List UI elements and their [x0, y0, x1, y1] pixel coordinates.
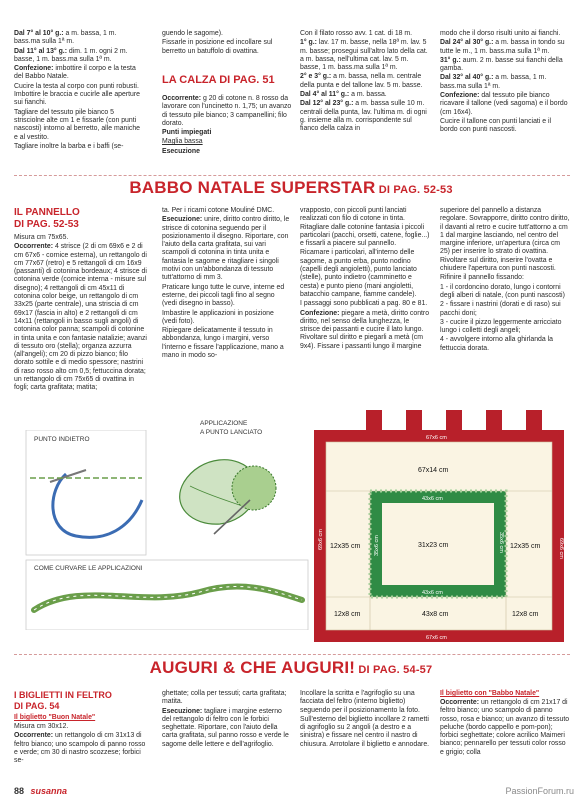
paragraph-text: Cucire la testa al corpo con punti robusti. Imbottire le braccia e cucirle alle aperture sui fianchi. [14, 82, 141, 107]
paragraph-text: Sull'esterno del biglietto incollare 2 rametti di agrifoglio su 2 angoli (a destro e a sinistra) e fissare nel centro il nastro di chiusura. Arrotolare il biglietto e annodare. [300, 715, 430, 748]
page-footer [14, 786, 67, 796]
dim-bottom: 67x6 cm [426, 635, 447, 641]
paragraph [162, 708, 290, 749]
paragraph [440, 207, 570, 273]
paragraph-lead: Dal 4° al 11° g.: [300, 91, 350, 99]
auguri-title-main: AUGURI & CHE AUGURI! [149, 658, 356, 677]
top-col-1 [14, 30, 144, 152]
paragraph [440, 92, 570, 117]
label-applicazione: APPLICAZIONE [200, 420, 248, 427]
leaf-applique-icon [180, 460, 276, 534]
paragraph [162, 327, 290, 360]
paragraph [14, 48, 144, 65]
paragraph [300, 716, 430, 749]
paragraph-text: Ripiegare delicatamente il tessuto in abbondanza, lungo i margini, verso l'interno e fissare l'applicazione, mano a mano in modo so- [162, 327, 284, 360]
divider-babbo [14, 175, 570, 176]
paragraph-text: Tagliare del tessuto pile bianco 5 strisciolne alte cm 1 e fissarle (con punti nascosti) intorno al berretto, alle maniche e al vestito. [14, 108, 141, 141]
paragraph [440, 301, 570, 318]
paragraph-text: a m. bassa in tondo su tutte le m., 1 m. bass.ma sulla 1ª m. [440, 39, 565, 55]
paragraph-lead: Punti impiegati [162, 129, 212, 137]
paragraph [300, 91, 430, 99]
paragraph [14, 65, 144, 82]
auguri-col-4 [440, 699, 570, 758]
top-col-3 [300, 30, 430, 135]
stitch-illustrations [10, 430, 310, 630]
babbo-title-ref: DI PAG. 52-53 [375, 184, 453, 196]
paragraph-text: tagliare i margine esterno del rettangolo di feltro con le forbici seghettate. Riportare, con l'aiuto della carta grafitata, sul panno rosso e verde le sagome delle lettere e dell'agrifoglio. [162, 707, 289, 748]
paragraph [300, 310, 430, 351]
top-col-2a [162, 30, 294, 57]
paragraph-text: Imbastire le applicazioni in posizione (vedi foto). [162, 309, 274, 325]
hanging-tabs [366, 410, 542, 430]
dim-left-inner: 35x6 cm [374, 535, 380, 556]
paragraph-lead: Occorrente: [14, 732, 54, 740]
paragraph-text: piegare a metà, diritto contro diritto, nel senso della lunghezza, le strisce dei passanti e cucire il lato lungo. Rivoltare sul diritto e piegarli a metà (cm 9x4). Fissare i passanti lungo il margine [300, 309, 430, 350]
paragraph-text: superiore del pannello a distanza regolare. Sovrapporre, diritto contro diritto, il davanti al retro e cucire tutt'attorno a cm 1 dal margine lasciando, nel centro del margine inferiore, un'apertura (circa cm 25) per inserire lo strato di ovattina. Rivoltare sul diritto, inserire l'ovatta e chiudere l'apertura con punti nascosti. [440, 207, 570, 273]
babbo-title-main: BABBO NATALE SUPERSTAR [129, 178, 376, 197]
paragraph-lead: 1° g.: [300, 39, 317, 47]
paragraph-text: un rettangolo di cm 21x17 di feltro bianco; uno scampolo di panno rosso, rosa e bianco; un avanzo di tessuto peluche (bordo cappello e pom-pon); forbici seghettate; colore acrilico Maimeri bianco; pennarello per tessuti color rosso e grigio; colla [440, 699, 570, 756]
page-number: 88 [14, 786, 25, 796]
biglietto-2-title: Il biglietto con "Babbo Natale" [440, 690, 540, 697]
top-col-2a-text: guendo le sagome). [162, 30, 223, 37]
biglietto-1-title: Il biglietto "Buon Natale" [14, 714, 96, 721]
paragraph [440, 699, 570, 757]
auguri-col-3 [300, 690, 430, 750]
paragraph [300, 249, 430, 299]
paragraph-lead: Confezione: [440, 92, 480, 100]
paragraph-text: dal tessuto pile bianco ricavare il tallone (vedi sagoma) e il bordo (cm 16x4). [440, 92, 568, 116]
paragraph [440, 39, 570, 56]
paragraph [14, 109, 144, 142]
auguri-col-2 [162, 690, 290, 750]
paragraph-lead: Occorrente: [14, 243, 54, 251]
paragraph-text: a m. bassa, 1 m. bass.ma sulla 1ª m. [440, 74, 547, 90]
dim-left-panel: 12x35 cm [330, 543, 361, 550]
dim-left-outer: 69x6 cm [318, 529, 324, 550]
babbo-col-1 [14, 234, 148, 394]
paragraph-text: Ricamare i particolari, all'interno delle sagome, a punto erba, punto nodino (capelli degli angioletti), punto lanciato (stelle), punto indietro (camminetto e cesta) e punto pieno (mani angioletti, batacchio campane, fiamme candele). [300, 249, 417, 298]
paragraph [440, 30, 570, 38]
top-col-4 [440, 30, 570, 136]
babbo-col-4 [440, 207, 570, 354]
paragraph [14, 234, 148, 242]
paragraph-text: Maglia bassa [162, 138, 203, 146]
paragraph-text: ta. Per i ricami cotone Mouliné DMC. [162, 207, 275, 214]
biglietti-title-main: I BIGLIETTI IN FELTRO [14, 690, 112, 700]
dim-right-outer: 69x6 cm [558, 538, 564, 559]
paragraph-lead: Esecuzione: [162, 707, 203, 715]
paragraph-text: Con il filato rosso avv. 1 cat. di 18 m. [300, 30, 413, 37]
paragraph-text: 4 strisce (2 di cm 69x6 e 2 di cm 67x6 - cornice esterna), un rettangolo di cm 77x67 (retro) e 5 rettangoli di cm 16x9 (passanti) di cotonina bordeaux; 4 strisce di cotonina verde (cornice interna - misure sul disegno); 4 rettangoli di cm 45x11 di cotonina color beige, un rettangolo di cm 33x25 (parte centrale), una striscia di cm 69x17 (fascia in alto) e 2 rettangoli di cm 14x11 (rettangoli in basso sugli angoli) di cotonina color panna; scampoli di cotonine in tinta unita e con fantasie natalizie; avanzi di tessuto oro (stella); organza azzurra (all'angeli); cm 20 di pizzo bianco; filo dorato sottile e di medio spessore; nastrini di raso rosso alto cm 0,5; fettuccina dorata; un rettangolo di cm 75x65 di ovattina in fogli; carta grafitata; matita; [14, 243, 147, 392]
pannello-title-main: IL PANNELLO [14, 207, 80, 218]
paragraph-text: a m. bassa sulle 10 m. centrali della punta, lav. l'ultima m. di ogni g. insieme alla m. corrispondente sul fianco della calza in [300, 100, 427, 133]
auguri-col-1 [14, 723, 148, 766]
paragraph-text: un rettangolo di cm 31x13 di feltro bianco; uno scampolo di panno rosso e verde; cm 30 di nastro scozzese; forbici se- [14, 732, 146, 765]
paragraph [14, 30, 144, 47]
brand-logo: susanna [30, 786, 68, 796]
dim-center: 31x23 cm [418, 542, 449, 549]
paragraph [162, 95, 294, 128]
paragraph [162, 216, 290, 282]
paragraph [162, 207, 290, 215]
dim-fascia: 67x14 cm [418, 467, 449, 474]
paragraph [300, 207, 430, 248]
paragraph [440, 118, 570, 135]
needle-icon [50, 470, 86, 482]
paragraph [162, 310, 290, 327]
paragraph-text: 3 - cucire il pizzo leggermente arricciato lungo i colletti degli angeli; [440, 318, 562, 335]
paragraph-lead: 31° g.: [440, 56, 461, 64]
paragraph-lead: Occorrente: [162, 95, 202, 102]
paragraph-text: Tagliare inoltre la barba e i baffi (se- [14, 142, 124, 150]
paragraph [14, 723, 148, 731]
dim-right-panel: 12x35 cm [510, 543, 541, 550]
dim-top: 67x6 cm [426, 435, 447, 441]
paragraph-text: imbottire il corpo e la testa del Babbo Natale. [14, 65, 136, 81]
curved-applique-icon [34, 587, 302, 610]
paragraph-text: 4 - avvolgere intorno alla ghirlanda la fettuccia dorata. [440, 336, 553, 352]
label-punto-lanciato: A PUNTO LANCIATO [200, 429, 263, 436]
paragraph-text: Misura cm 75x65. [14, 234, 69, 241]
paragraph-text: vrapposto, con piccoli punti lanciati realizzati con filo di cotone in tinta. Ritagliare dalle cotonine fantasia i piccoli particolari (pacchi, orsetti, catene, foglie...) e fissarli a piacere sul pannello. [300, 207, 430, 248]
paragraph [440, 57, 570, 74]
paragraph [14, 732, 148, 765]
paragraph-lead: Esecuzione: [162, 216, 203, 224]
paragraph [440, 74, 570, 91]
top-col-2c [162, 95, 294, 157]
auguri-title-ref: DI PAG. 54-57 [355, 664, 433, 676]
paragraph [14, 243, 148, 392]
calza-title: LA CALZA DI PAG. 51 [162, 74, 275, 86]
paragraph-lead: Dal 11° al 13° g.: [14, 47, 68, 55]
paragraph-lead: Dal 24° al 30° g.: [440, 39, 494, 47]
paragraph [440, 319, 570, 336]
watermark: PassionForum.ru [505, 786, 574, 796]
paragraph-lead: Dal 32° al 40° g.: [440, 74, 494, 82]
babbo-title [0, 178, 582, 198]
paragraph [162, 129, 294, 137]
paragraph-lead: Esecuzione [162, 147, 200, 155]
paragraph [14, 143, 144, 151]
paragraph-lead: Confezione: [300, 309, 340, 317]
paragraph-text: a m. bassa, 1 m. bass.ma sulla 1ª m. [14, 30, 117, 46]
paragraph [162, 690, 290, 707]
paragraph [14, 83, 144, 108]
dim-corner-left: 12x8 cm [334, 611, 361, 618]
paragraph [440, 284, 570, 301]
paragraph [300, 39, 430, 72]
paragraph-text: unire, diritto contro diritto, le strisce di cotonina seguendo per il posizionamento il disegno. Riportare, con l'aiuto della carta grafitata, sui vari scampoli di cotonina in tinta unita e fantasia le sagome e ritagliare i singoli motivi con un'abbondanza di tessuto tutt'attorno di mm 3. [162, 216, 290, 282]
pannello-title-ref: DI PAG. 52-53 [14, 219, 79, 230]
paragraph-lead: Occorrente: [440, 699, 480, 706]
babbo-col-3 [300, 207, 430, 352]
paragraph [300, 100, 430, 133]
paragraph-text: I passaggi sono pubblicati a pag. 80 e 81. [300, 300, 428, 308]
divider-auguri [14, 654, 570, 655]
paragraph [162, 148, 294, 156]
paragraph-text: Misura cm 30x12. [14, 723, 69, 730]
paragraph-text: 1 - il cordoncino dorato, lungo i contorni degli alberi di natale, (con punti nascosti) [440, 283, 565, 299]
paragraph-text: Incollare la scritta e l'agrifoglio su una facciata del feltro (interno biglietto) seguendo per il posizionamento la foto. [300, 690, 420, 714]
paragraph-text: a m. bassa, nella m. centrale della punta e del tallone lav. 5 m. basse. [300, 73, 423, 89]
auguri-title [0, 658, 582, 678]
paragraph [440, 274, 570, 282]
dim-inner-bottom: 43x6 cm [422, 590, 443, 596]
paragraph-text: dim. 1 m. ogni 2 m. basse, 1 m. bass.ma sulla 1ª m. [14, 47, 128, 63]
paragraph [300, 300, 430, 308]
paragraph-lead: Dal 7° al 10° g.: [14, 30, 64, 37]
top-col-2b-text: Fissarle in posizione ed incollare sul berretto un batuffolo di ovattina. [162, 39, 273, 55]
paragraph-text: a m. bassa. [349, 91, 387, 99]
pannello-title [14, 207, 80, 231]
paragraph-text: modo che il dorso risulti unito ai fianchi. [440, 30, 561, 37]
dim-inner-top: 43x6 cm [422, 496, 443, 502]
paragraph-text: aum. 2 m. basse sui fianchi della gamba. [440, 56, 563, 73]
babbo-col-2 [162, 207, 290, 361]
paragraph-lead: 2° e 3° g.: [300, 73, 332, 81]
paragraph [300, 690, 430, 715]
paragraph-text: Rifinire il pannello fissando: [440, 274, 524, 282]
paragraph [162, 284, 290, 309]
paragraph-text: g 20 di cotone n. 8 rosso da lavorare con l'uncinetto n. 1,75; un avanzo di tessuto pile bianco; 3 campanellini; filo dorato. [162, 95, 292, 127]
paragraph-text: Cucire il tallone con punti lanciati e il bordo con punti nascosti. [440, 117, 552, 134]
panel-diagram [306, 410, 568, 642]
paragraph [440, 336, 570, 353]
biglietti-title-ref: DI PAG. 54 [14, 701, 60, 711]
paragraph [300, 30, 430, 38]
needle-thread-curve [53, 474, 142, 537]
label-curvare: COME CURVARE LE APPLICAZIONI [34, 565, 143, 572]
paragraph-text: lav. 17 m. basse, nella 18ª m. lav. 5 m. basse; prosegui sull'altro lato della cat. a m. bassa, nell'ultima cat. lav. 5 m. basse, 1 m. bass.ma sulla 1ª m. [300, 39, 428, 72]
dim-corner-right: 12x8 cm [512, 611, 539, 618]
paragraph-lead: Confezione: [14, 65, 54, 73]
paragraph-text: 2 - fissare i nastrini (dorati e di raso) sui pacchi doni; [440, 301, 561, 317]
paragraph-text: ghettate; colla per tessuti; carta grafitata; matita. [162, 690, 287, 706]
dim-right-inner: 35x6 cm [498, 532, 504, 553]
dim-bottom-mid: 43x8 cm [422, 611, 449, 618]
label-punto-indietro: PUNTO INDIETRO [34, 436, 90, 443]
paragraph-lead: Dal 12° al 23° g.: [300, 100, 354, 108]
paragraph [162, 138, 294, 146]
biglietti-title [14, 690, 112, 712]
paragraph [300, 73, 430, 90]
paragraph-text: Praticare lungo tutte le curve, interne ed esterne, dei piccoli tagli fino al segno (vedi disegno in basso). [162, 283, 285, 308]
